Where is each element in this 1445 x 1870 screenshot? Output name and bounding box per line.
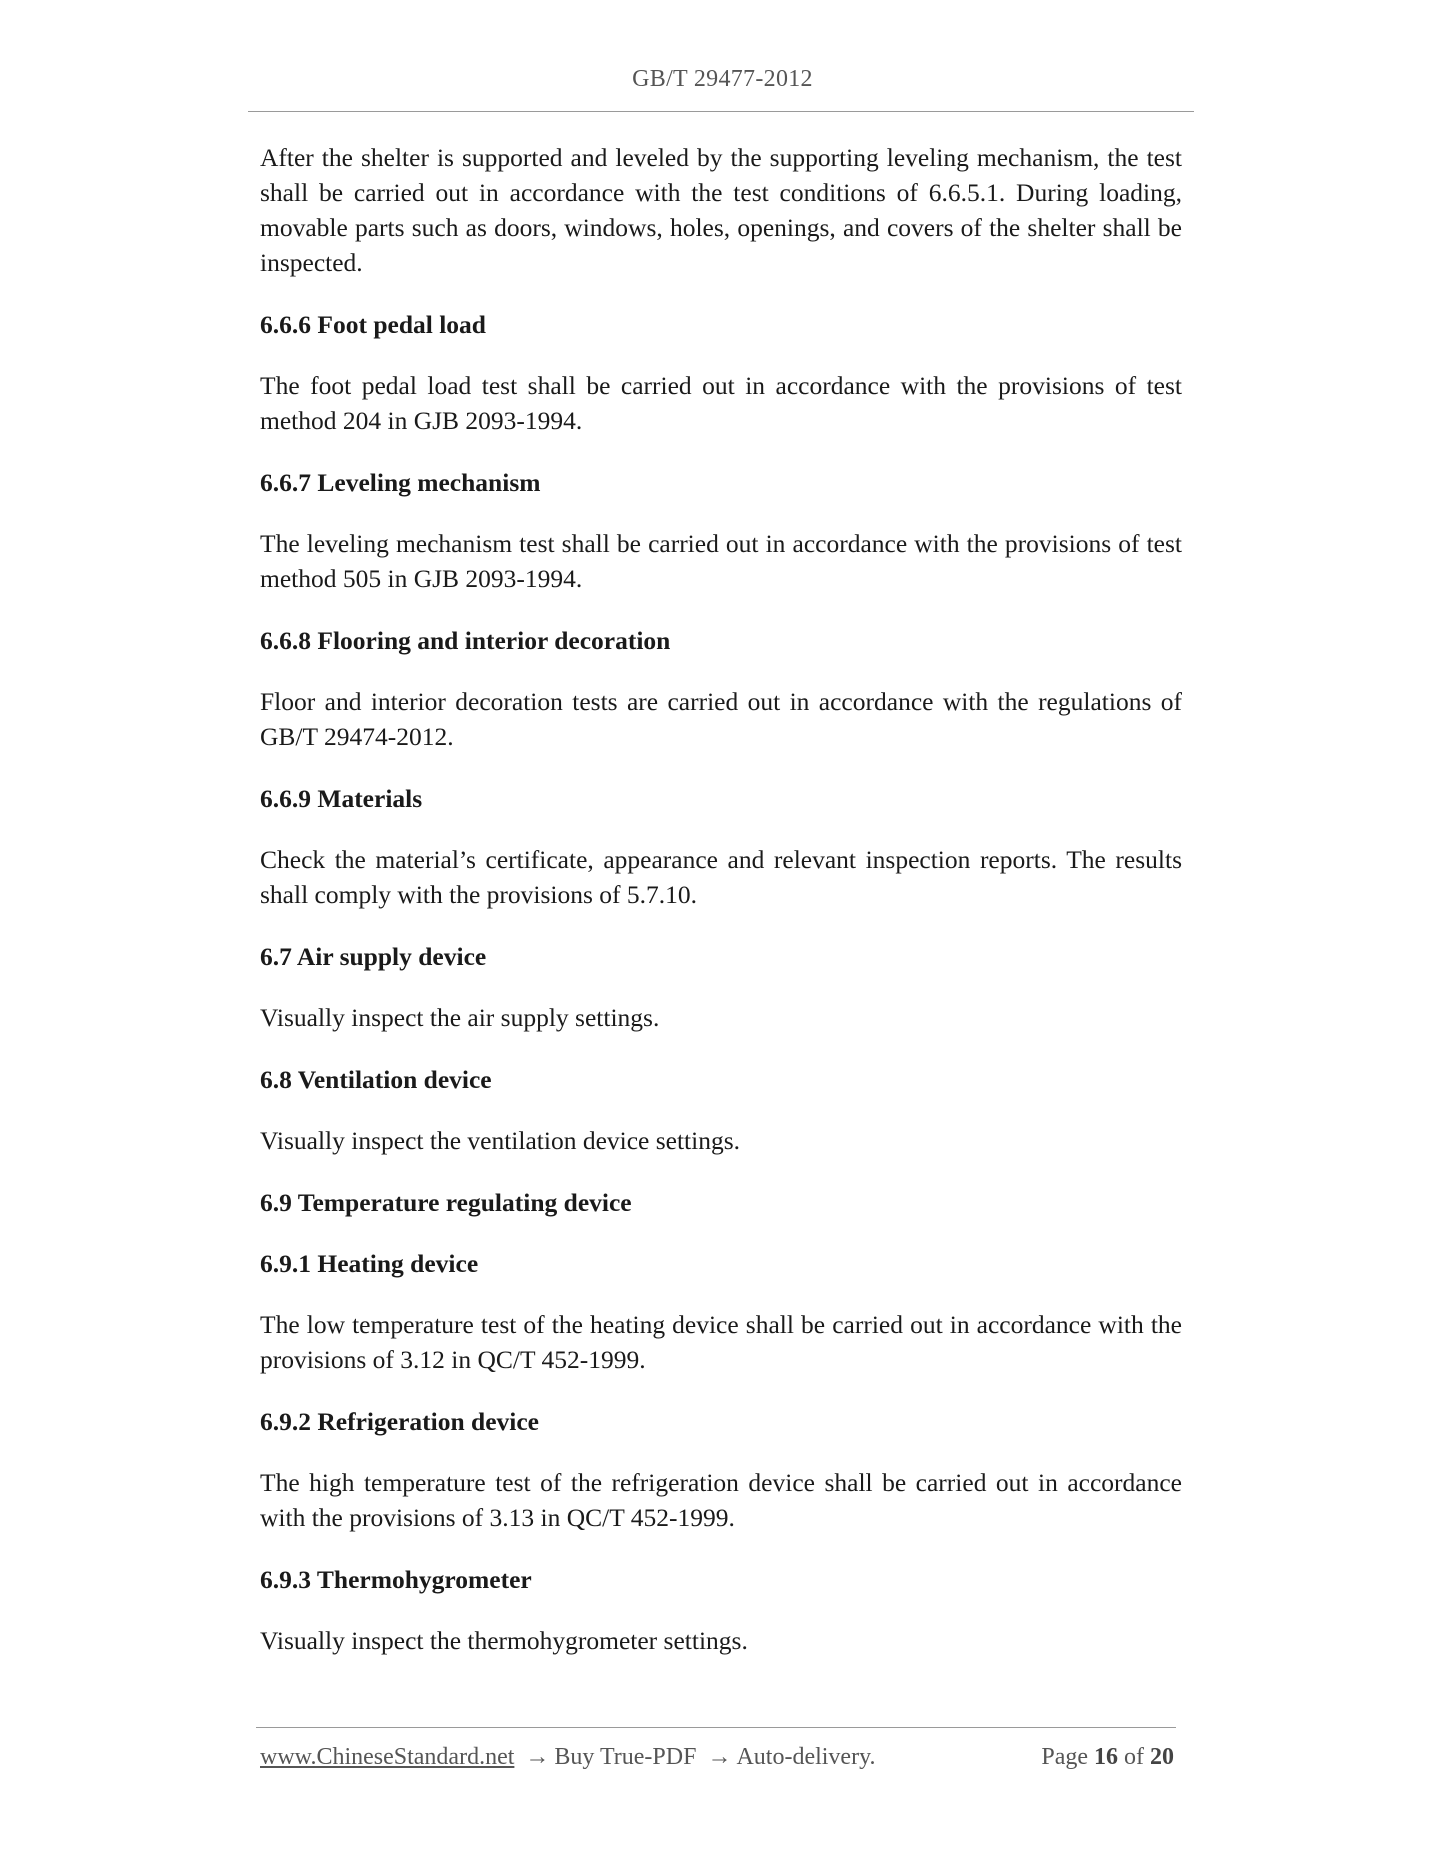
section-heading: 6.7 Air supply device: [260, 942, 487, 971]
section-heading: 6.6.8 Flooring and interior decoration: [260, 626, 671, 655]
section-heading: 6.9.1 Heating device: [260, 1249, 479, 1278]
of-word: of: [1124, 1744, 1144, 1770]
section-heading: 6.6.7 Leveling mechanism: [260, 468, 541, 497]
paragraph: Visually inspect the ventilation device settings.: [260, 1126, 741, 1155]
page-content: [260, 140, 1182, 1685]
section-heading: 6.9.2 Refrigeration device: [260, 1407, 539, 1436]
footer-divider: [256, 1727, 1176, 1728]
document-id: GB/T 29477-2012: [632, 66, 813, 92]
buy-step-label: Buy True-PDF: [554, 1744, 697, 1770]
page-number: [1041, 1744, 1174, 1771]
paragraph: Visually inspect the air supply settings.: [260, 1003, 660, 1032]
section-heading: 6.9.3 Thermohygrometer: [260, 1565, 532, 1594]
paragraph: Check the material’s certificate, appearance and relevant inspection reports. The results shall comply with the provisions of 5.7.10.: [260, 845, 1182, 909]
section-heading: 6.6.6 Foot pedal load: [260, 310, 486, 339]
footer-promo: [260, 1744, 876, 1771]
total-pages: 20: [1150, 1744, 1174, 1770]
document-footer: [260, 1744, 1174, 1771]
paragraph: The high temperature test of the refrigeration device shall be carried out in accordance with the provisions of 3.13 in QC/T 452-1999.: [260, 1468, 1182, 1532]
paragraph: Visually inspect the thermohygrometer settings.: [260, 1626, 748, 1655]
section-heading: 6.8 Ventilation device: [260, 1065, 492, 1094]
delivery-step-label: Auto-delivery.: [736, 1744, 876, 1770]
section-heading: 6.6.9 Materials: [260, 784, 423, 813]
current-page: 16: [1094, 1744, 1118, 1770]
paragraph: After the shelter is supported and leveled by the supporting leveling mechanism, the test shall be carried out in accordance with the test conditions of 6.6.5.1. During loading, movable parts such as doors, windows, holes, openings, and covers of the shelter shall be inspected.: [260, 143, 1182, 277]
arrow-right-icon: →: [525, 1744, 550, 1770]
header-divider: [248, 111, 1194, 112]
page-word: Page: [1041, 1744, 1088, 1770]
paragraph: The foot pedal load test shall be carried out in accordance with the provisions of test method 204 in GJB 2093-1994.: [260, 371, 1182, 435]
paragraph: Floor and interior decoration tests are carried out in accordance with the regulations of GB/T 29474-2012.: [260, 687, 1182, 751]
document-header: [0, 66, 1445, 93]
arrow-right-icon: →: [707, 1744, 732, 1770]
website-link[interactable]: www.ChineseStandard.net: [260, 1744, 515, 1770]
paragraph: The leveling mechanism test shall be carried out in accordance with the provisions of test method 505 in GJB 2093-1994.: [260, 529, 1182, 593]
section-heading: 6.9 Temperature regulating device: [260, 1188, 632, 1217]
paragraph: The low temperature test of the heating device shall be carried out in accordance with the provisions of 3.12 in QC/T 452-1999.: [260, 1310, 1182, 1374]
